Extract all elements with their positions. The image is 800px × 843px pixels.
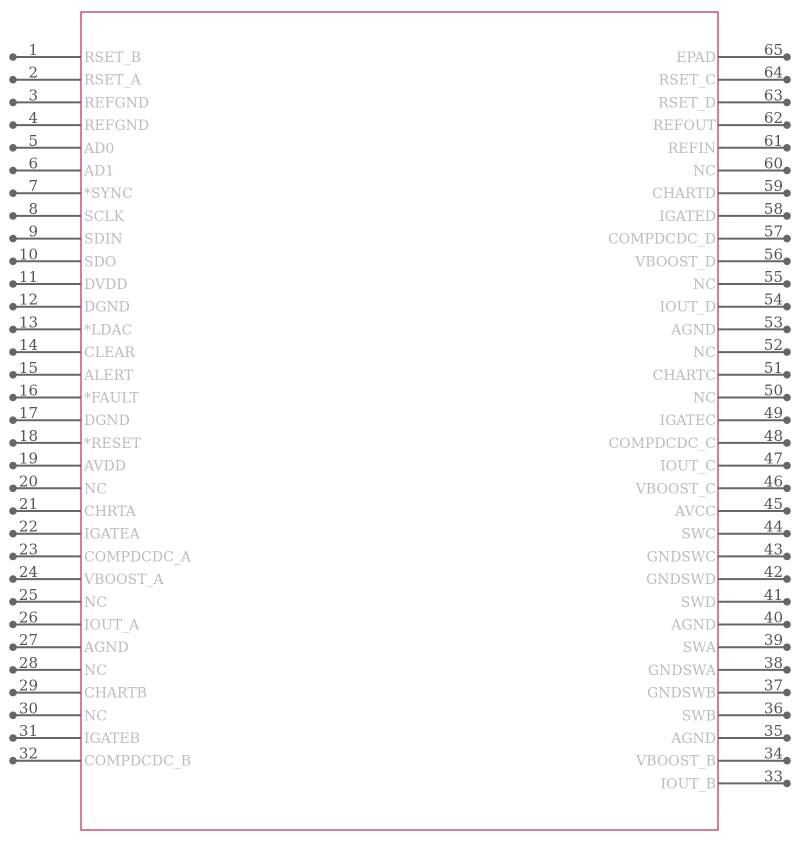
pin-end-dot xyxy=(783,121,791,129)
pin-number: 56 xyxy=(763,245,783,264)
pin-number: 37 xyxy=(763,676,783,695)
right-pin xyxy=(668,132,791,157)
left-pin-group xyxy=(9,41,192,770)
pin-name: ALERT xyxy=(84,367,134,384)
pin-number: 49 xyxy=(763,404,783,423)
pin-number: 10 xyxy=(18,245,38,264)
pin-name: REFIN xyxy=(667,140,716,157)
pin-end-dot xyxy=(9,258,17,266)
pin-name: CHARTB xyxy=(84,685,147,702)
pin-name: AGND xyxy=(671,322,716,339)
left-pin xyxy=(9,631,129,656)
right-pin xyxy=(670,609,791,634)
pin-name: IOUT_B xyxy=(660,776,716,793)
left-pin xyxy=(9,450,126,475)
pin-end-dot xyxy=(783,507,791,515)
right-pin xyxy=(674,495,791,520)
pin-end-dot xyxy=(783,144,791,152)
pin-number: 14 xyxy=(18,336,38,355)
right-pin xyxy=(676,41,791,66)
right-pin xyxy=(693,336,791,361)
pin-number: 63 xyxy=(763,86,783,105)
pin-end-dot xyxy=(783,167,791,175)
pin-end-dot xyxy=(9,689,17,697)
pin-name: CHARTD xyxy=(652,186,716,203)
pin-name: AVCC xyxy=(675,504,716,520)
pin-end-dot xyxy=(783,303,791,311)
pin-name: COMPDCDC_C xyxy=(608,435,716,452)
pin-end-dot xyxy=(9,621,17,629)
pin-number: 6 xyxy=(28,154,38,173)
pin-name: NC xyxy=(84,708,107,725)
pin-number: 60 xyxy=(763,154,783,173)
pin-number: 25 xyxy=(18,585,38,604)
pin-end-dot xyxy=(9,280,17,288)
pin-number: 33 xyxy=(763,767,783,786)
left-pin xyxy=(9,223,122,248)
pin-name: DGND xyxy=(84,299,130,316)
pin-name: IGATEB xyxy=(84,731,140,747)
pin-number: 30 xyxy=(18,699,38,718)
left-pin xyxy=(9,132,114,157)
right-pin xyxy=(661,767,791,792)
pin-number: 4 xyxy=(28,109,38,128)
pin-end-dot xyxy=(9,99,17,107)
pin-number: 9 xyxy=(28,222,38,241)
pin-end-dot xyxy=(9,530,17,538)
right-pin xyxy=(608,427,790,452)
right-pin xyxy=(653,109,791,134)
pin-name: VBOOST_B xyxy=(636,753,716,770)
pin-name: NC xyxy=(84,662,107,679)
pin-number: 3 xyxy=(28,86,38,105)
pin-name: EPAD xyxy=(676,50,716,66)
pin-name: AGND xyxy=(671,731,716,747)
left-pin xyxy=(9,41,141,66)
left-pin xyxy=(9,427,141,452)
left-pin xyxy=(9,155,114,180)
pin-name: VBOOST_C xyxy=(635,481,716,498)
pin-name: *SYNC xyxy=(84,186,133,203)
left-pin xyxy=(9,745,191,770)
pin-name: CLEAR xyxy=(84,345,135,362)
pin-name: VBOOST_A xyxy=(84,572,164,589)
pin-name: SWD xyxy=(680,594,716,611)
left-pin xyxy=(9,654,107,679)
pin-name: IGATED xyxy=(659,208,716,225)
right-pin xyxy=(659,200,791,225)
left-pin xyxy=(9,336,135,361)
pin-end-dot xyxy=(783,553,791,561)
pin-name: NC xyxy=(693,277,716,293)
pin-end-dot xyxy=(9,416,17,424)
right-pin xyxy=(635,745,791,770)
pin-end-dot xyxy=(783,712,791,720)
pin-end-dot xyxy=(9,712,17,720)
pin-name: NC xyxy=(693,345,716,362)
left-pin xyxy=(9,677,147,702)
pin-number: 40 xyxy=(763,608,783,627)
pin-name: SWC xyxy=(681,526,716,543)
pin-end-dot xyxy=(783,462,791,470)
pin-end-dot xyxy=(783,643,791,651)
left-pin xyxy=(9,722,140,747)
pin-number: 61 xyxy=(763,131,783,150)
right-pin xyxy=(681,586,791,611)
pin-end-dot xyxy=(783,189,791,197)
pin-number: 64 xyxy=(763,63,783,82)
pin-name: REFGND xyxy=(84,95,150,112)
pin-number: 65 xyxy=(763,41,783,59)
right-pin xyxy=(652,177,791,202)
pin-number: 2 xyxy=(28,63,38,82)
pin-number: 29 xyxy=(18,676,38,695)
pin-name: RSET_B xyxy=(84,50,141,66)
pin-end-dot xyxy=(783,757,791,765)
left-pin xyxy=(9,563,164,588)
pin-name: *RESET xyxy=(84,435,141,452)
left-pin xyxy=(9,200,124,225)
pin-name: AVDD xyxy=(84,458,126,475)
pin-end-dot xyxy=(783,416,791,424)
pin-number: 44 xyxy=(763,517,783,536)
pin-number: 32 xyxy=(18,744,38,763)
pin-end-dot xyxy=(9,144,17,152)
pin-number: 17 xyxy=(18,404,38,423)
pin-number: 43 xyxy=(763,540,783,559)
right-pin xyxy=(647,677,791,702)
pin-end-dot xyxy=(783,212,791,220)
left-pin xyxy=(9,586,107,611)
pin-end-dot xyxy=(783,76,791,84)
left-pin xyxy=(9,313,132,338)
pin-name: NC xyxy=(693,163,716,180)
pin-number: 21 xyxy=(18,495,38,513)
pin-end-dot xyxy=(783,621,791,629)
pin-number: 23 xyxy=(18,540,38,559)
pin-number: 42 xyxy=(763,563,783,582)
pin-end-dot xyxy=(783,99,791,107)
pin-name: AD1 xyxy=(84,163,115,180)
pin-end-dot xyxy=(9,666,17,674)
right-pin xyxy=(660,291,791,316)
right-pin xyxy=(682,699,791,724)
pin-end-dot xyxy=(9,121,17,129)
pin-end-dot xyxy=(9,734,17,742)
pin-name: GNDSWA xyxy=(647,662,716,679)
pin-number: 38 xyxy=(763,653,783,672)
pin-name: RSET_A xyxy=(84,72,141,89)
ic-body-outline xyxy=(81,12,718,830)
pin-end-dot xyxy=(783,235,791,243)
pin-end-dot xyxy=(9,76,17,84)
pin-end-dot xyxy=(9,167,17,175)
pin-name: DVDD xyxy=(84,277,128,293)
pin-name: NC xyxy=(84,594,107,611)
pin-name: IGATEC xyxy=(659,413,716,430)
left-pin xyxy=(9,404,130,429)
left-pin xyxy=(9,177,133,202)
pin-end-dot xyxy=(783,258,791,266)
left-pin xyxy=(9,609,140,634)
left-pin xyxy=(9,699,107,724)
pin-number: 51 xyxy=(763,358,783,377)
pin-end-dot xyxy=(783,734,791,742)
left-pin xyxy=(9,495,137,520)
pin-name: COMPDCDC_B xyxy=(84,753,192,770)
pin-number: 34 xyxy=(763,744,783,763)
pin-name: GNDSWC xyxy=(646,549,716,566)
right-pin xyxy=(693,382,791,407)
pin-number: 36 xyxy=(763,699,783,718)
pin-end-dot xyxy=(9,326,17,334)
pin-number: 35 xyxy=(763,722,783,740)
pin-end-dot xyxy=(9,53,17,61)
right-pin xyxy=(660,450,791,475)
pin-number: 22 xyxy=(18,517,38,536)
pin-number: 52 xyxy=(763,336,783,355)
pin-number: 7 xyxy=(28,177,38,196)
left-pin xyxy=(9,472,107,497)
pin-end-dot xyxy=(783,485,791,493)
pin-name: AD0 xyxy=(84,140,115,157)
pin-number: 16 xyxy=(18,381,38,400)
pin-end-dot xyxy=(9,507,17,515)
left-pin xyxy=(9,359,134,384)
pin-name: NC xyxy=(693,390,716,407)
pin-name: DGND xyxy=(84,413,130,430)
pin-end-dot xyxy=(783,689,791,697)
pin-number: 13 xyxy=(18,313,38,332)
pin-number: 18 xyxy=(18,426,38,445)
pin-name: *FAULT xyxy=(84,390,139,407)
pin-end-dot xyxy=(9,757,17,765)
pin-number: 58 xyxy=(763,199,783,218)
pin-number: 20 xyxy=(18,472,38,491)
pin-end-dot xyxy=(783,371,791,379)
pin-end-dot xyxy=(783,439,791,447)
pin-name: SDO xyxy=(84,254,117,271)
pin-end-dot xyxy=(783,53,791,61)
pin-number: 11 xyxy=(18,268,38,286)
pin-number: 59 xyxy=(763,177,783,196)
pin-end-dot xyxy=(783,666,791,674)
pin-end-dot xyxy=(9,235,17,243)
pin-name: RSET_C xyxy=(658,72,716,89)
pin-number: 54 xyxy=(763,290,783,309)
left-pin xyxy=(9,86,149,111)
right-pin xyxy=(670,313,791,338)
pin-number: 46 xyxy=(763,472,783,491)
pin-end-dot xyxy=(783,530,791,538)
pin-end-dot xyxy=(9,394,17,402)
pin-number: 27 xyxy=(18,631,38,650)
pin-name: RSET_D xyxy=(658,95,716,112)
right-pin xyxy=(659,64,791,89)
right-pin xyxy=(653,359,791,384)
pin-name: CHRTA xyxy=(84,504,136,520)
pin-end-dot xyxy=(783,394,791,402)
left-pin xyxy=(9,291,130,316)
pin-end-dot xyxy=(9,303,17,311)
pin-name: CHARTC xyxy=(652,367,716,384)
pin-number: 31 xyxy=(18,722,38,740)
pin-number: 15 xyxy=(18,358,38,377)
pin-name: REFOUT xyxy=(652,118,716,135)
pin-name: *LDAC xyxy=(84,322,133,339)
pin-end-dot xyxy=(783,575,791,583)
pin-name: SWA xyxy=(682,640,716,657)
pin-number: 55 xyxy=(763,268,783,286)
right-pin xyxy=(648,654,791,679)
pin-name: COMPDCDC_A xyxy=(84,549,191,566)
left-pin xyxy=(9,64,141,89)
pin-name: IGATEA xyxy=(84,526,140,543)
pin-name: IOUT_C xyxy=(660,458,716,475)
right-pin xyxy=(634,245,791,270)
pin-number: 41 xyxy=(763,585,783,604)
right-pin xyxy=(647,540,791,565)
left-pin xyxy=(9,245,116,270)
right-pin-group xyxy=(608,41,791,792)
pin-number: 62 xyxy=(763,109,783,128)
pin-end-dot xyxy=(9,189,17,197)
pin-number: 53 xyxy=(763,313,783,332)
right-pin xyxy=(670,722,791,747)
pin-name: COMPDCDC_D xyxy=(607,231,716,248)
pin-number: 50 xyxy=(763,381,783,400)
pin-end-dot xyxy=(783,348,791,356)
pin-name: SCLK xyxy=(84,208,125,225)
left-pin xyxy=(9,109,149,134)
pin-end-dot xyxy=(9,348,17,356)
pin-number: 45 xyxy=(763,495,783,513)
pin-end-dot xyxy=(9,485,17,493)
right-pin xyxy=(693,268,791,293)
pin-end-dot xyxy=(783,280,791,288)
pin-name: AGND xyxy=(84,640,129,657)
pin-number: 12 xyxy=(18,290,38,309)
right-pin xyxy=(608,223,791,248)
pin-number: 48 xyxy=(763,426,783,445)
pin-name: GNDSWB xyxy=(647,685,716,702)
pin-number: 39 xyxy=(763,631,783,650)
pin-number: 57 xyxy=(763,222,783,241)
pin-end-dot xyxy=(783,598,791,606)
right-pin xyxy=(658,86,791,111)
pin-end-dot xyxy=(9,371,17,379)
pin-end-dot xyxy=(9,643,17,651)
pin-end-dot xyxy=(9,439,17,447)
left-pin xyxy=(9,268,127,293)
pin-number: 1 xyxy=(28,41,38,59)
left-pin xyxy=(9,518,140,543)
right-pin xyxy=(660,404,791,429)
pin-end-dot xyxy=(9,575,17,583)
pin-end-dot xyxy=(9,462,17,470)
pin-name: REFGND xyxy=(84,118,150,135)
pin-number: 24 xyxy=(18,563,38,582)
pin-name: IOUT_D xyxy=(659,299,716,316)
pin-name: SDIN xyxy=(84,231,123,248)
pin-number: 47 xyxy=(763,449,783,468)
pin-name: IOUT_A xyxy=(84,617,140,634)
right-pin xyxy=(683,631,791,656)
pin-name: GNDSWD xyxy=(646,572,716,589)
pin-number: 8 xyxy=(28,199,38,218)
pin-name: VBOOST_D xyxy=(635,254,716,271)
pin-name: AGND xyxy=(671,617,716,634)
pin-end-dot xyxy=(9,598,17,606)
pin-name: SWB xyxy=(681,708,716,725)
pin-end-dot xyxy=(9,553,17,561)
left-pin xyxy=(9,382,139,407)
pin-end-dot xyxy=(9,212,17,220)
right-pin xyxy=(681,518,791,543)
pin-number: 5 xyxy=(28,131,38,150)
pin-number: 19 xyxy=(18,449,38,468)
right-pin xyxy=(635,472,791,497)
pin-end-dot xyxy=(783,780,791,788)
pin-number: 28 xyxy=(18,653,38,672)
left-pin xyxy=(9,540,192,565)
right-pin xyxy=(693,155,791,180)
pin-name: NC xyxy=(84,481,107,498)
pin-end-dot xyxy=(783,326,791,334)
pin-number: 26 xyxy=(18,608,38,627)
